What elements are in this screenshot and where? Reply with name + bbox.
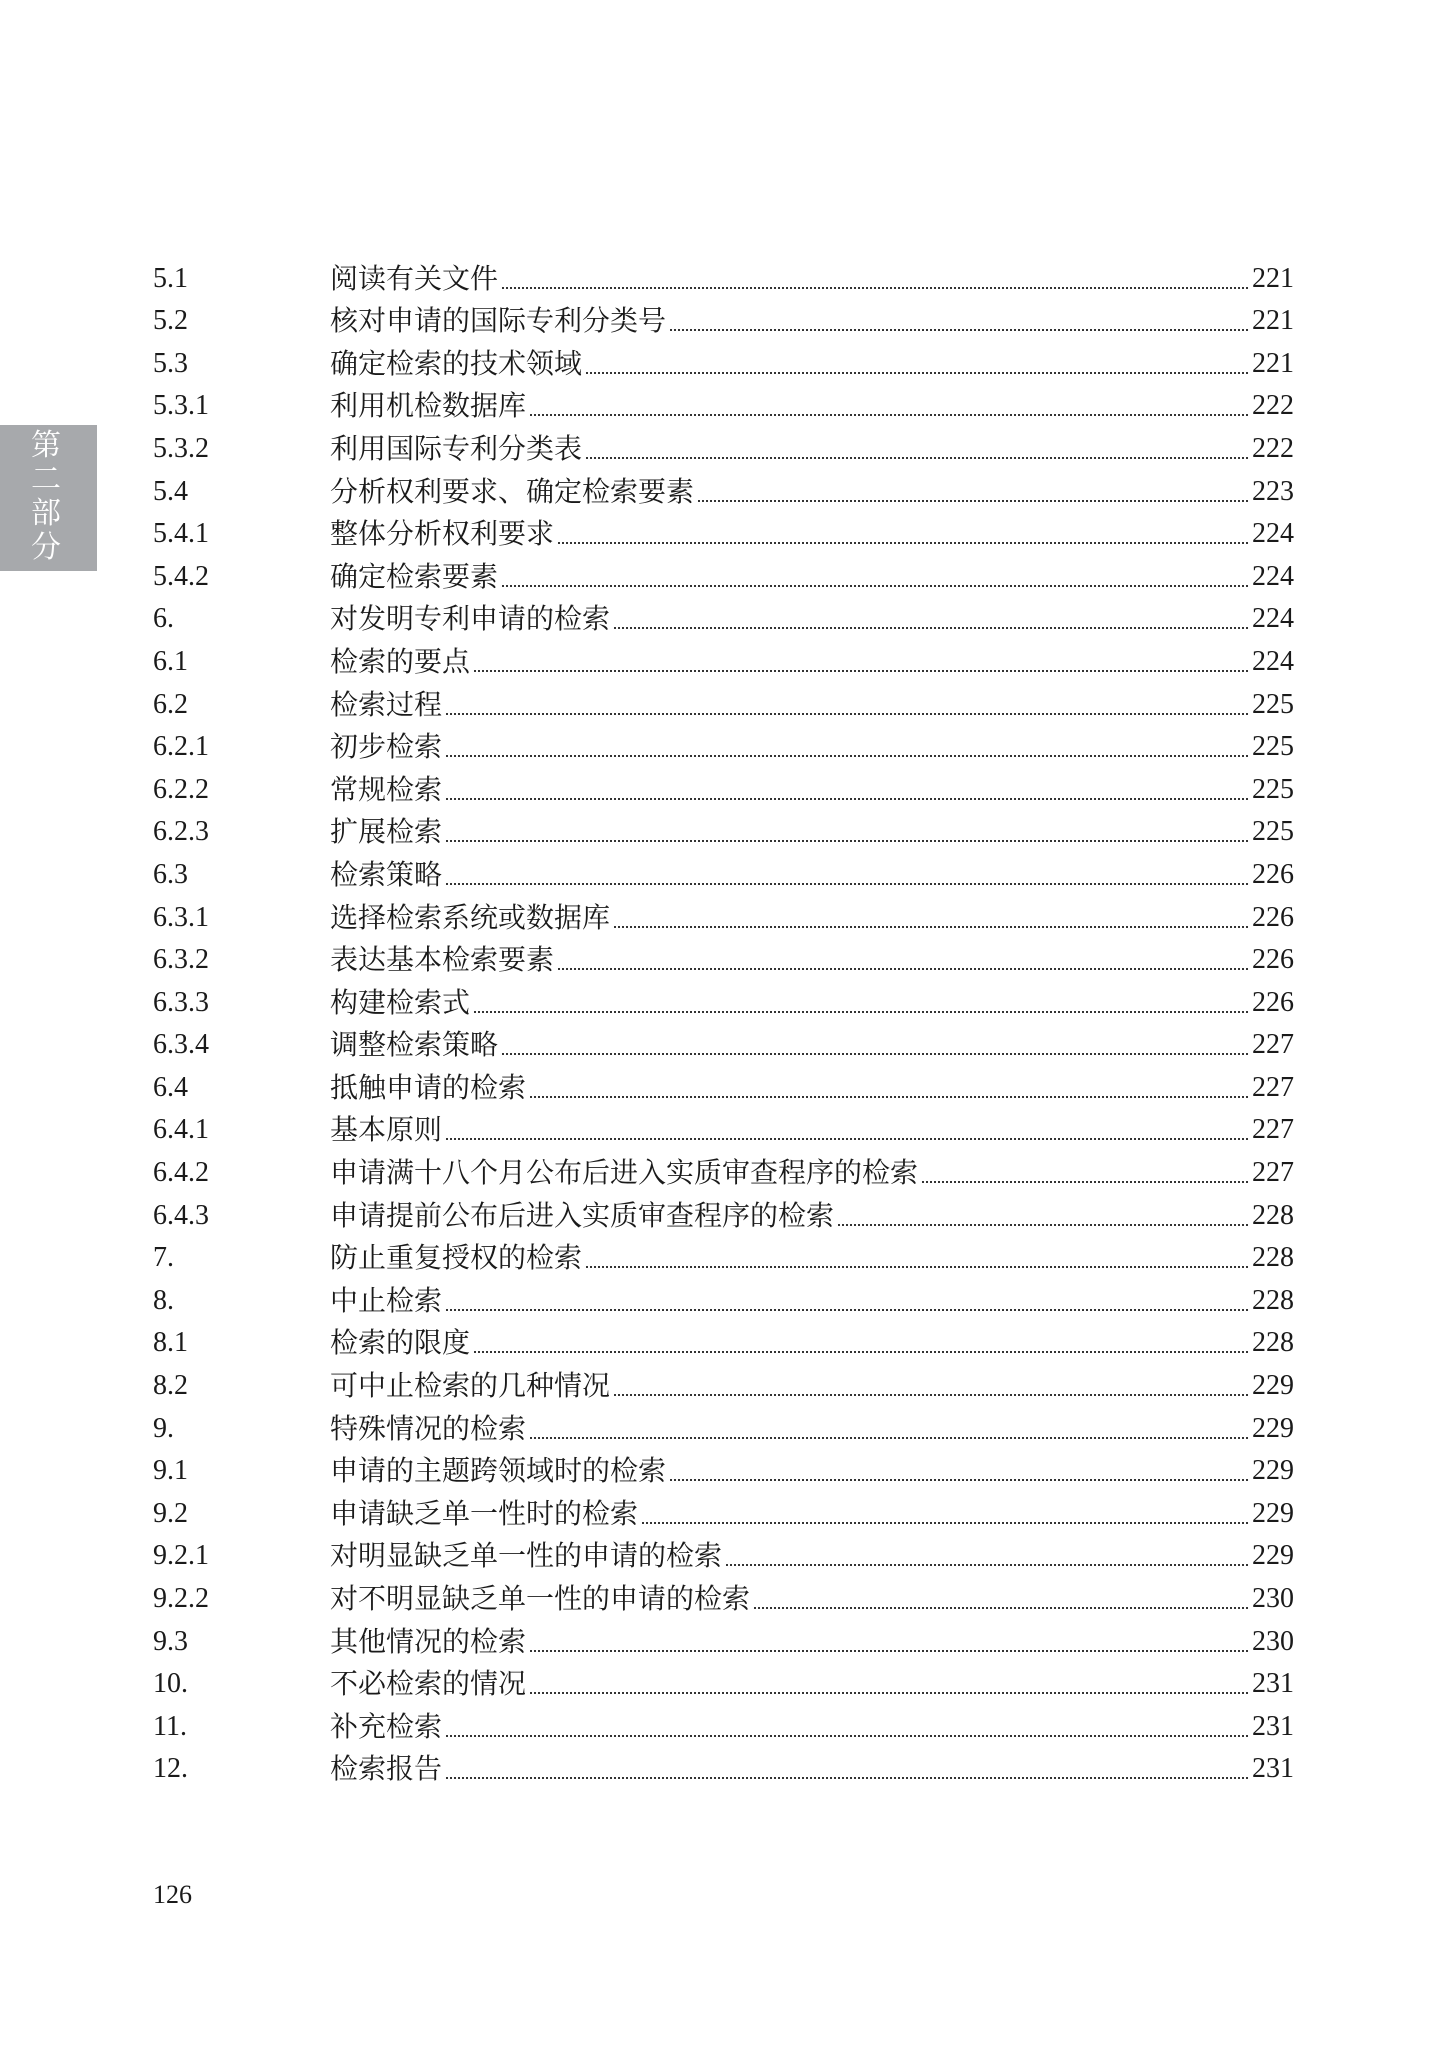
toc-entry-page: 227	[1252, 1071, 1294, 1103]
toc-dot-leader	[586, 1266, 1248, 1268]
toc-entry-number: 5.4.2	[153, 560, 209, 592]
toc-entry-number: 6.3.4	[153, 1029, 209, 1061]
toc-entry-page: 230	[1252, 1625, 1294, 1657]
toc-entry-page: 227	[1252, 1114, 1294, 1146]
toc-entry[interactable]	[153, 848, 1294, 891]
toc-entry-title: 检索过程	[330, 687, 443, 721]
toc-entry-page: 231	[1252, 1710, 1294, 1742]
toc-entry[interactable]	[153, 1189, 1294, 1232]
toc-dot-leader	[726, 1564, 1248, 1566]
toc-entry[interactable]	[153, 1146, 1294, 1189]
toc-entry-number: 9.2.2	[153, 1583, 209, 1614]
toc-entry-number: 10.	[153, 1668, 188, 1700]
toc-dot-leader	[446, 798, 1248, 800]
toc-entry-number: 5.2	[153, 305, 188, 337]
toc-entry[interactable]	[153, 337, 1294, 380]
toc-entry[interactable]	[153, 891, 1294, 934]
toc-entry-title: 利用机检数据库	[330, 389, 527, 423]
part-side-tab	[0, 425, 97, 571]
toc-entry[interactable]	[153, 1700, 1294, 1743]
toc-entry-page: 224	[1252, 518, 1294, 550]
toc-entry-title: 分析权利要求、确定检索要素	[330, 474, 695, 508]
toc-entry-number: 5.3	[153, 347, 188, 379]
toc-entry-title: 表达基本检索要素	[330, 943, 555, 977]
toc-entry-number: 9.2	[153, 1497, 188, 1529]
toc-entry-number: 8.2	[153, 1370, 188, 1402]
toc-entry-page: 229	[1252, 1455, 1294, 1487]
toc-entry-title: 扩展检索	[330, 815, 443, 849]
toc-entry-page: 229	[1252, 1412, 1294, 1444]
toc-entry-page: 223	[1252, 475, 1294, 507]
toc-entry-page: 222	[1252, 390, 1294, 422]
page-number: 126	[153, 1880, 192, 1909]
toc-dot-leader	[558, 968, 1248, 970]
toc-entry-title: 补充检索	[330, 1709, 443, 1743]
toc-entry-number: 6.3	[153, 858, 188, 890]
toc-entry-number: 6.1	[153, 645, 188, 677]
toc-dot-leader	[530, 414, 1248, 416]
toc-entry-page: 229	[1252, 1540, 1294, 1572]
toc-dot-leader	[838, 1224, 1248, 1226]
toc-entry[interactable]	[153, 678, 1294, 721]
table-of-contents	[153, 252, 1294, 1785]
toc-dot-leader	[446, 1777, 1248, 1779]
side-tab-char: 二	[31, 462, 61, 497]
toc-entry-title: 申请缺乏单一性时的检索	[330, 1496, 639, 1530]
toc-dot-leader	[530, 1437, 1248, 1439]
toc-entry-page: 221	[1252, 305, 1294, 337]
toc-entry-title: 防止重复授权的检索	[330, 1241, 583, 1275]
toc-dot-leader	[614, 627, 1248, 629]
toc-dot-leader	[530, 1650, 1248, 1652]
toc-dot-leader	[698, 500, 1248, 502]
toc-entry-page: 226	[1252, 986, 1294, 1018]
toc-dot-leader	[642, 1522, 1248, 1524]
toc-dot-leader	[446, 1138, 1248, 1140]
toc-entry[interactable]	[153, 1615, 1294, 1658]
toc-entry-title: 不必检索的情况	[330, 1667, 527, 1701]
toc-dot-leader	[670, 1479, 1248, 1481]
toc-entry-page: 221	[1252, 262, 1294, 294]
toc-entry-title: 对明显缺乏单一性的申请的检索	[330, 1539, 723, 1573]
toc-entry-page: 228	[1252, 1242, 1294, 1274]
toc-entry-title: 其他情况的检索	[330, 1624, 527, 1658]
toc-entry-number: 6.2.2	[153, 773, 209, 805]
toc-entry-title: 检索的要点	[330, 644, 471, 678]
toc-dot-leader	[502, 287, 1248, 289]
toc-entry-title: 调整检索策略	[330, 1028, 499, 1062]
toc-entry[interactable]	[153, 1061, 1294, 1104]
toc-entry-page: 226	[1252, 944, 1294, 976]
toc-entry[interactable]	[153, 1359, 1294, 1402]
toc-entry[interactable]	[153, 1104, 1294, 1147]
toc-entry-title: 初步检索	[330, 730, 443, 764]
toc-dot-leader	[474, 1351, 1248, 1353]
toc-entry[interactable]	[153, 1572, 1294, 1615]
side-tab-char: 第	[31, 428, 61, 463]
toc-entry-title: 选择检索系统或数据库	[330, 900, 611, 934]
toc-entry[interactable]	[153, 763, 1294, 806]
toc-entry-number: 6.	[153, 603, 174, 635]
toc-entry-title: 对发明专利申请的检索	[330, 602, 611, 636]
toc-dot-leader	[614, 926, 1248, 928]
toc-entry[interactable]	[153, 1019, 1294, 1062]
toc-entry[interactable]	[153, 380, 1294, 423]
toc-entry[interactable]	[153, 1317, 1294, 1360]
toc-entry[interactable]	[153, 1232, 1294, 1275]
toc-dot-leader	[586, 457, 1248, 459]
toc-entry-title: 构建检索式	[330, 985, 471, 1019]
toc-entry[interactable]	[153, 593, 1294, 636]
toc-entry-page: 226	[1252, 858, 1294, 890]
toc-dot-leader	[530, 1692, 1248, 1694]
toc-dot-leader	[446, 1735, 1248, 1737]
toc-entry-number: 9.1	[153, 1455, 188, 1487]
toc-entry[interactable]	[153, 1445, 1294, 1488]
toc-entry-page: 227	[1252, 1157, 1294, 1189]
toc-dot-leader	[474, 1011, 1248, 1013]
toc-entry-number: 9.3	[153, 1625, 188, 1657]
toc-entry-page: 231	[1252, 1753, 1294, 1785]
toc-entry[interactable]	[153, 806, 1294, 849]
toc-entry-number: 7.	[153, 1242, 174, 1274]
toc-entry[interactable]	[153, 1487, 1294, 1530]
toc-entry-page: 224	[1252, 645, 1294, 677]
toc-entry-title: 确定检索要素	[330, 559, 499, 593]
toc-entry-title: 申请满十八个月公布后进入实质审查程序的检索	[330, 1156, 919, 1190]
toc-entry[interactable]	[153, 1658, 1294, 1701]
toc-entry-number: 9.	[153, 1412, 174, 1444]
toc-entry[interactable]	[153, 422, 1294, 465]
toc-entry-page: 228	[1252, 1199, 1294, 1231]
toc-entry-page: 221	[1252, 347, 1294, 379]
toc-entry-number: 5.3.2	[153, 432, 209, 464]
toc-dot-leader	[446, 713, 1248, 715]
toc-entry-title: 阅读有关文件	[330, 261, 499, 295]
toc-entry-page: 229	[1252, 1497, 1294, 1529]
toc-entry-title: 利用国际专利分类表	[330, 431, 583, 465]
toc-entry-page: 225	[1252, 731, 1294, 763]
toc-entry-number: 9.2.1	[153, 1540, 209, 1572]
toc-entry-title: 抵触申请的检索	[330, 1070, 527, 1104]
toc-entry-title: 基本原则	[330, 1113, 443, 1147]
toc-entry-number: 8.	[153, 1284, 174, 1316]
toc-entry[interactable]	[153, 976, 1294, 1019]
toc-dot-leader	[614, 1394, 1248, 1396]
side-tab-char: 部	[31, 496, 61, 531]
toc-dot-leader	[502, 585, 1248, 587]
toc-dot-leader	[446, 840, 1248, 842]
toc-entry-page: 222	[1252, 432, 1294, 464]
toc-entry-title: 对不明显缺乏单一性的申请的检索	[330, 1582, 751, 1615]
toc-entry-number: 5.4.1	[153, 518, 209, 550]
toc-entry-title: 检索策略	[330, 857, 443, 891]
toc-entry-number: 8.1	[153, 1327, 188, 1359]
toc-entry-page: 231	[1252, 1668, 1294, 1700]
toc-entry-page: 224	[1252, 560, 1294, 592]
toc-entry-number: 6.4.3	[153, 1199, 209, 1231]
toc-entry[interactable]	[153, 252, 1294, 295]
toc-entry-number: 6.4	[153, 1071, 188, 1103]
toc-entry-number: 6.2.1	[153, 731, 209, 763]
side-tab-char: 分	[31, 530, 61, 565]
toc-entry-page: 225	[1252, 773, 1294, 805]
toc-dot-leader	[530, 1096, 1248, 1098]
toc-entry-number: 6.3.2	[153, 944, 209, 976]
toc-entry-number: 5.3.1	[153, 390, 209, 422]
toc-entry-title: 常规检索	[330, 772, 443, 806]
toc-entry-page: 226	[1252, 901, 1294, 933]
toc-entry[interactable]	[153, 465, 1294, 508]
toc-entry-title: 整体分析权利要求	[330, 517, 555, 551]
toc-dot-leader	[446, 755, 1248, 757]
toc-entry[interactable]	[153, 1274, 1294, 1317]
toc-entry-page: 225	[1252, 688, 1294, 720]
toc-entry-title: 核对申请的国际专利分类号	[330, 304, 667, 338]
toc-dot-leader	[754, 1607, 1248, 1609]
toc-entry-title: 申请的主题跨领域时的检索	[330, 1454, 667, 1488]
toc-entry-page: 227	[1252, 1029, 1294, 1061]
toc-entry-page: 230	[1252, 1583, 1294, 1614]
toc-entry-page: 225	[1252, 816, 1294, 848]
toc-entry-title: 可中止检索的几种情况	[330, 1369, 611, 1403]
toc-entry-page: 229	[1252, 1370, 1294, 1402]
toc-entry-title: 检索的限度	[330, 1326, 471, 1360]
toc-entry[interactable]	[153, 1530, 1294, 1573]
toc-entry-page: 224	[1252, 603, 1294, 635]
toc-entry-title: 特殊情况的检索	[330, 1411, 527, 1445]
toc-entry-number: 6.3.1	[153, 901, 209, 933]
toc-dot-leader	[922, 1181, 1248, 1183]
toc-dot-leader	[586, 372, 1248, 374]
toc-entry[interactable]	[153, 508, 1294, 551]
toc-entry-number: 6.3.3	[153, 986, 209, 1018]
toc-dot-leader	[446, 883, 1248, 885]
toc-entry[interactable]	[153, 721, 1294, 764]
toc-entry-number: 5.4	[153, 475, 188, 507]
toc-entry-number: 6.4.2	[153, 1157, 209, 1189]
toc-entry-page: 228	[1252, 1284, 1294, 1316]
toc-dot-leader	[670, 329, 1248, 331]
toc-dot-leader	[474, 670, 1248, 672]
toc-dot-leader	[558, 542, 1248, 544]
toc-entry[interactable]	[153, 1743, 1294, 1786]
toc-entry-title: 确定检索的技术领域	[330, 346, 583, 380]
toc-dot-leader	[502, 1053, 1248, 1055]
toc-entry-title: 中止检索	[330, 1283, 443, 1317]
toc-entry-number: 11.	[153, 1710, 187, 1742]
toc-entry-number: 6.2.3	[153, 816, 209, 848]
toc-entry-number: 5.1	[153, 262, 188, 294]
toc-entry[interactable]	[153, 295, 1294, 338]
toc-entry[interactable]	[153, 550, 1294, 593]
toc-dot-leader	[446, 1309, 1248, 1311]
toc-entry-number: 6.2	[153, 688, 188, 720]
toc-entry-title: 申请提前公布后进入实质审查程序的检索	[330, 1198, 835, 1232]
toc-entry-number: 12.	[153, 1753, 188, 1785]
toc-entry[interactable]	[153, 1402, 1294, 1445]
toc-entry-number: 6.4.1	[153, 1114, 209, 1146]
toc-entry-title: 检索报告	[330, 1752, 443, 1786]
toc-entry[interactable]	[153, 635, 1294, 678]
toc-entry-page: 228	[1252, 1327, 1294, 1359]
toc-entry[interactable]	[153, 934, 1294, 977]
